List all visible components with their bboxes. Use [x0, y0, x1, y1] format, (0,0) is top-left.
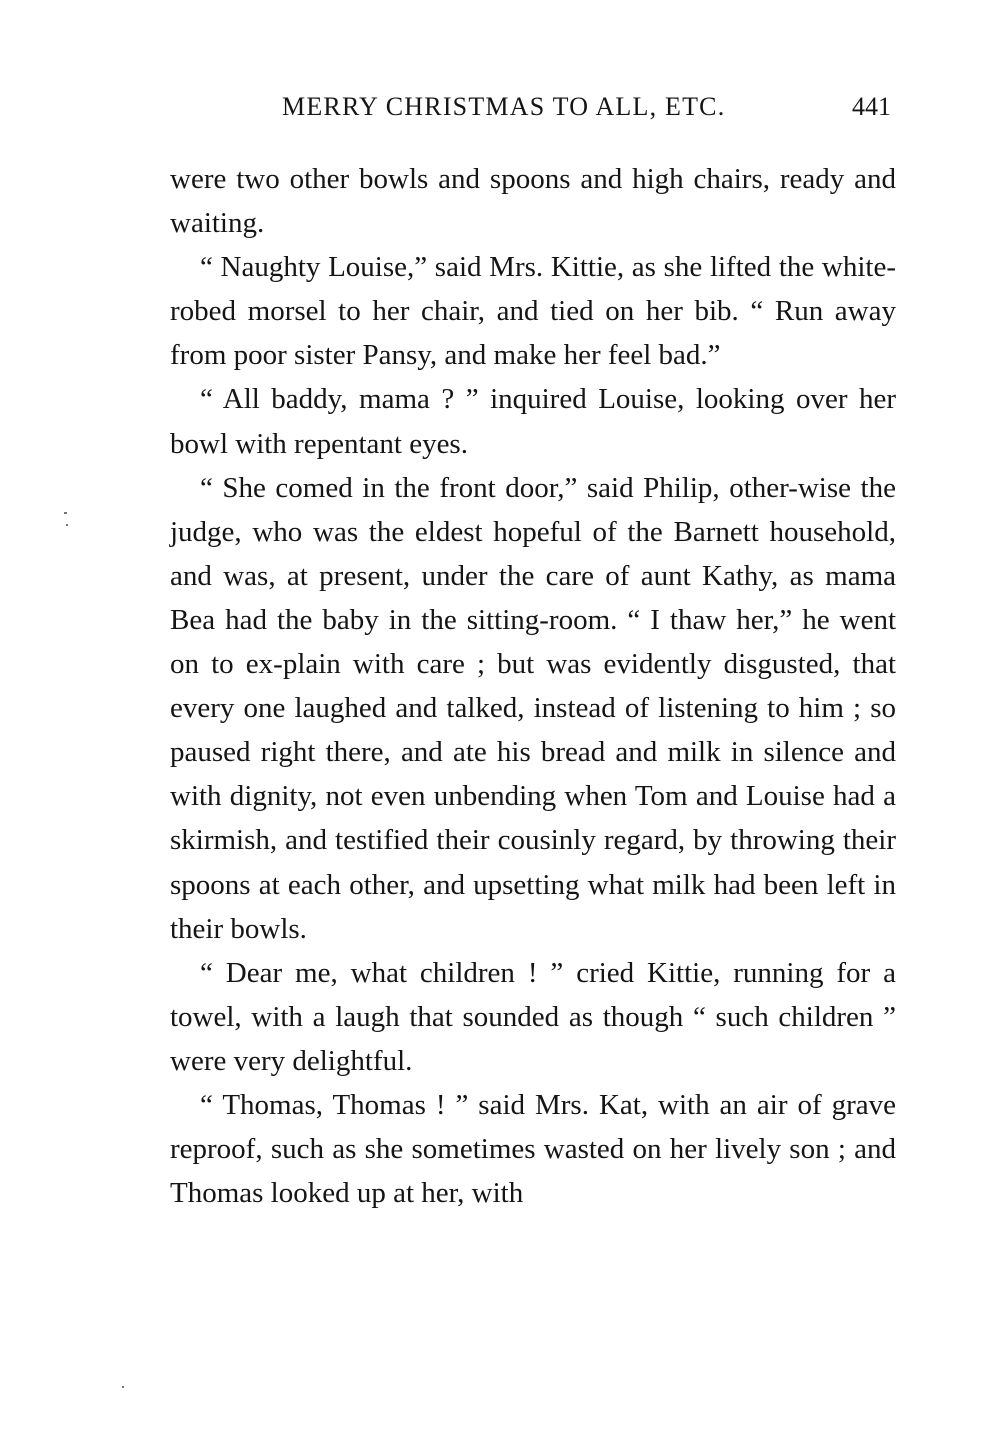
- paragraph: “ All baddy, mama ? ” inquired Louise, looking over her bowl with repentant eyes.: [170, 383, 896, 460]
- paragraph: “ Dear me, what children ! ” cried Kittie, running for a towel, with a laugh that sounded as though “ such children ” were very delightful.: [170, 956, 896, 1077]
- running-title: MERRY CHRISTMAS TO ALL, ETC.: [282, 92, 726, 121]
- paragraph: “ Thomas, Thomas ! ” said Mrs. Kat, with an air of grave reproof, such as she sometimes wasted on her lively son ; and Thomas looked up at her, with: [170, 1088, 896, 1210]
- page-number: 441: [852, 92, 891, 121]
- running-head: [170, 92, 895, 128]
- body-text: [170, 157, 896, 1215]
- paragraph: were two other bowls and spoons and high chairs, ready and waiting.: [170, 163, 896, 240]
- scan-speck: [64, 512, 67, 514]
- paragraph: “ She comed in the front door,” said Philip, other-wise the judge, who was the eldest hopeful of the Barnett household, and was, at present, under the care of aunt Kathy, as mama Bea had the baby in the sitting-room. “ I thaw her,” he went on to ex-plain with care ; but was evidently disgusted, that every one laughed and talked, instead of listening to him ; so paused right there, and ate his bread and milk in silence and with dignity, not even unbending when Tom and Louise had a skirmish, and testified their cousinly regard, by throwing their spoons at each other, and upsetting what milk had been left in their bowls.: [170, 471, 896, 945]
- scan-speck: [122, 1386, 124, 1388]
- paragraph: “ Naughty Louise,” said Mrs. Kittie, as she lifted the white-robed morsel to her chair, and tied on her bib. “ Run away from poor sister Pansy, and make her feel bad.”: [170, 251, 896, 372]
- scan-speck: [66, 524, 68, 526]
